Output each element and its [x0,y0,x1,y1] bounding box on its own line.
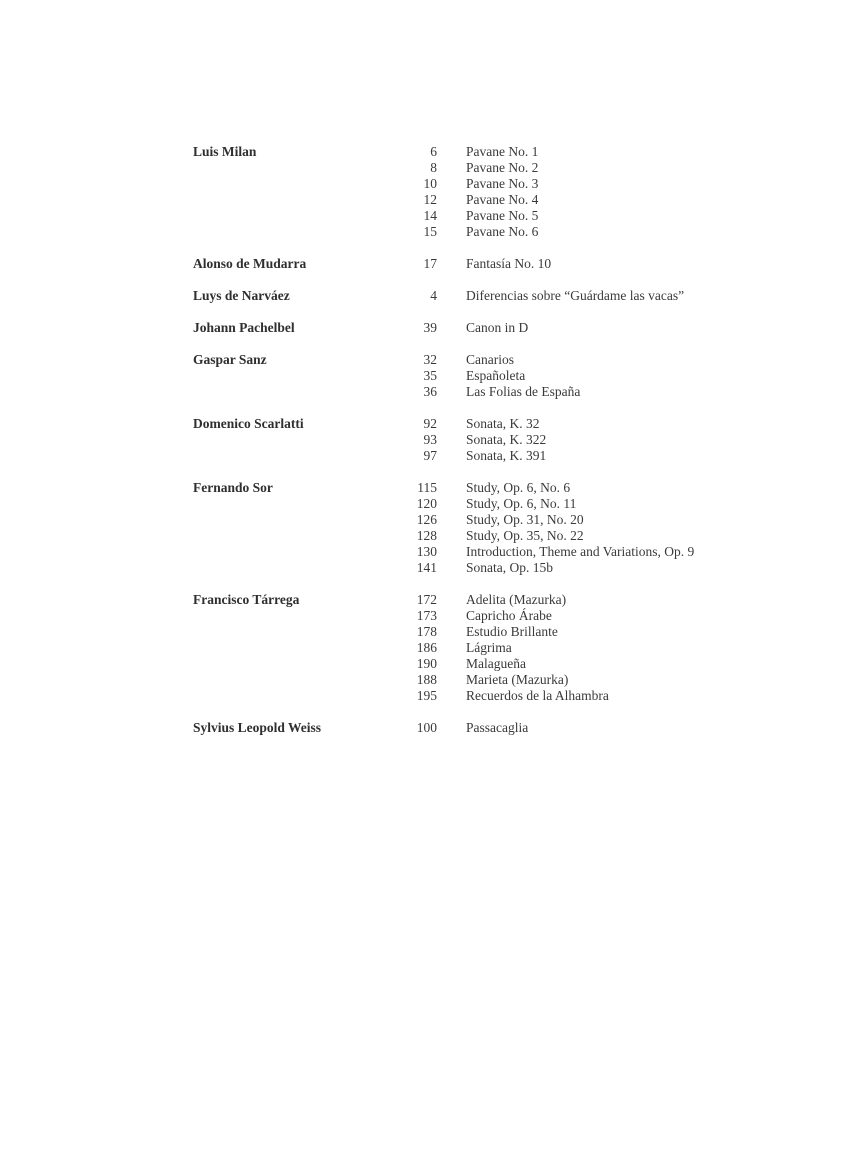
page-number: 141 [416,560,437,575]
work-row [193,144,793,160]
composer-entry [193,720,793,736]
page-number: 172 [416,592,437,607]
composer-name: Luys de Narváez [193,288,290,303]
composer-entry [193,592,793,704]
work-row [193,192,793,208]
composer-entry [193,416,793,464]
composer-name: Sylvius Leopold Weiss [193,720,322,735]
page-number: 173 [416,608,437,623]
work-list [193,480,793,576]
page-number: 35 [423,368,437,383]
page-number: 97 [423,448,437,463]
page-number: 10 [423,176,437,191]
work-title: Sonata, K. 391 [466,448,547,463]
work-row [193,368,793,384]
work-title: Canarios [466,352,514,367]
composer-name: Johann Pachelbel [193,320,295,335]
work-row [193,480,793,496]
work-row [193,224,793,240]
composer-name: Luis Milan [193,144,257,159]
work-list [193,720,793,736]
work-list [193,144,793,240]
work-row [193,176,793,192]
work-title: Fantasía No. 10 [466,256,552,271]
work-row [193,720,793,736]
work-title: Lágrima [466,640,512,655]
page-number: 100 [416,720,437,735]
work-title: Capricho Árabe [466,608,552,623]
page-number: 195 [416,688,437,703]
page-number: 39 [423,320,437,335]
work-row [193,256,793,272]
work-row [193,288,793,304]
work-list [193,592,793,704]
work-title: Pavane No. 5 [466,208,539,223]
page-number: 126 [416,512,437,527]
work-row [193,512,793,528]
page-number: 17 [423,256,437,271]
page-number: 130 [416,544,437,559]
work-row [193,640,793,656]
page-number: 178 [416,624,437,639]
work-title: Sonata, Op. 15b [466,560,553,575]
work-title: Recuerdos de la Alhambra [466,688,609,703]
work-title: Study, Op. 6, No. 11 [466,496,577,511]
work-title: Adelita (Mazurka) [466,592,567,607]
work-title: Estudio Brillante [466,624,558,639]
work-row [193,672,793,688]
work-title: Marieta (Mazurka) [466,672,569,687]
work-row [193,352,793,368]
page-number: 115 [417,480,437,495]
page-number: 186 [416,640,437,655]
work-list [193,288,793,304]
work-list [193,352,793,400]
work-row [193,592,793,608]
composer-name: Alonso de Mudarra [193,256,307,271]
work-row [193,320,793,336]
work-list [193,256,793,272]
work-row [193,528,793,544]
page-number: 128 [416,528,437,543]
work-title: Study, Op. 6, No. 6 [466,480,571,495]
page-number: 15 [423,224,437,239]
composer-index [193,144,793,752]
work-row [193,416,793,432]
work-title: Diferencias sobre “Guárdame las vacas” [466,288,685,303]
page-number: 92 [423,416,437,431]
work-title: Malagueña [466,656,526,671]
composer-entry [193,352,793,400]
work-row [193,432,793,448]
work-title: Pavane No. 3 [466,176,539,191]
work-row [193,544,793,560]
composer-name: Fernando Sor [193,480,273,495]
work-row [193,208,793,224]
work-title: Sonata, K. 32 [466,416,540,431]
page-number: 32 [423,352,437,367]
composer-entry [193,256,793,272]
composer-entry [193,288,793,304]
work-row [193,688,793,704]
page-number: 188 [416,672,437,687]
page-number: 14 [423,208,437,223]
work-title: Introduction, Theme and Variations, Op. 9 [466,544,695,559]
work-title: Pavane No. 6 [466,224,539,239]
work-title: Sonata, K. 322 [466,432,547,447]
composer-name: Domenico Scarlatti [193,416,304,431]
page-number: 6 [430,144,437,159]
page-number: 120 [416,496,437,511]
page-number: 36 [423,384,437,399]
page-number: 8 [430,160,437,175]
work-row [193,560,793,576]
work-row [193,160,793,176]
work-title: Canon in D [466,320,529,335]
work-title: Study, Op. 31, No. 20 [466,512,584,527]
work-row [193,496,793,512]
work-row [193,448,793,464]
work-title: Pavane No. 1 [466,144,539,159]
work-title: Study, Op. 35, No. 22 [466,528,584,543]
work-row [193,384,793,400]
page-number: 93 [423,432,437,447]
work-title: Passacaglia [466,720,529,735]
work-list [193,320,793,336]
composer-entry [193,144,793,240]
page-number: 4 [430,288,437,303]
page-number: 190 [416,656,437,671]
composer-entry [193,320,793,336]
work-title: Pavane No. 4 [466,192,539,207]
work-row [193,656,793,672]
composer-name: Gaspar Sanz [193,352,267,367]
composer-name: Francisco Tárrega [193,592,300,607]
work-row [193,608,793,624]
composer-entry [193,480,793,576]
page-number: 12 [423,192,437,207]
work-title: Las Folias de España [466,384,581,399]
work-title: Pavane No. 2 [466,160,539,175]
work-title: Españoleta [466,368,526,383]
work-list [193,416,793,464]
work-row [193,624,793,640]
